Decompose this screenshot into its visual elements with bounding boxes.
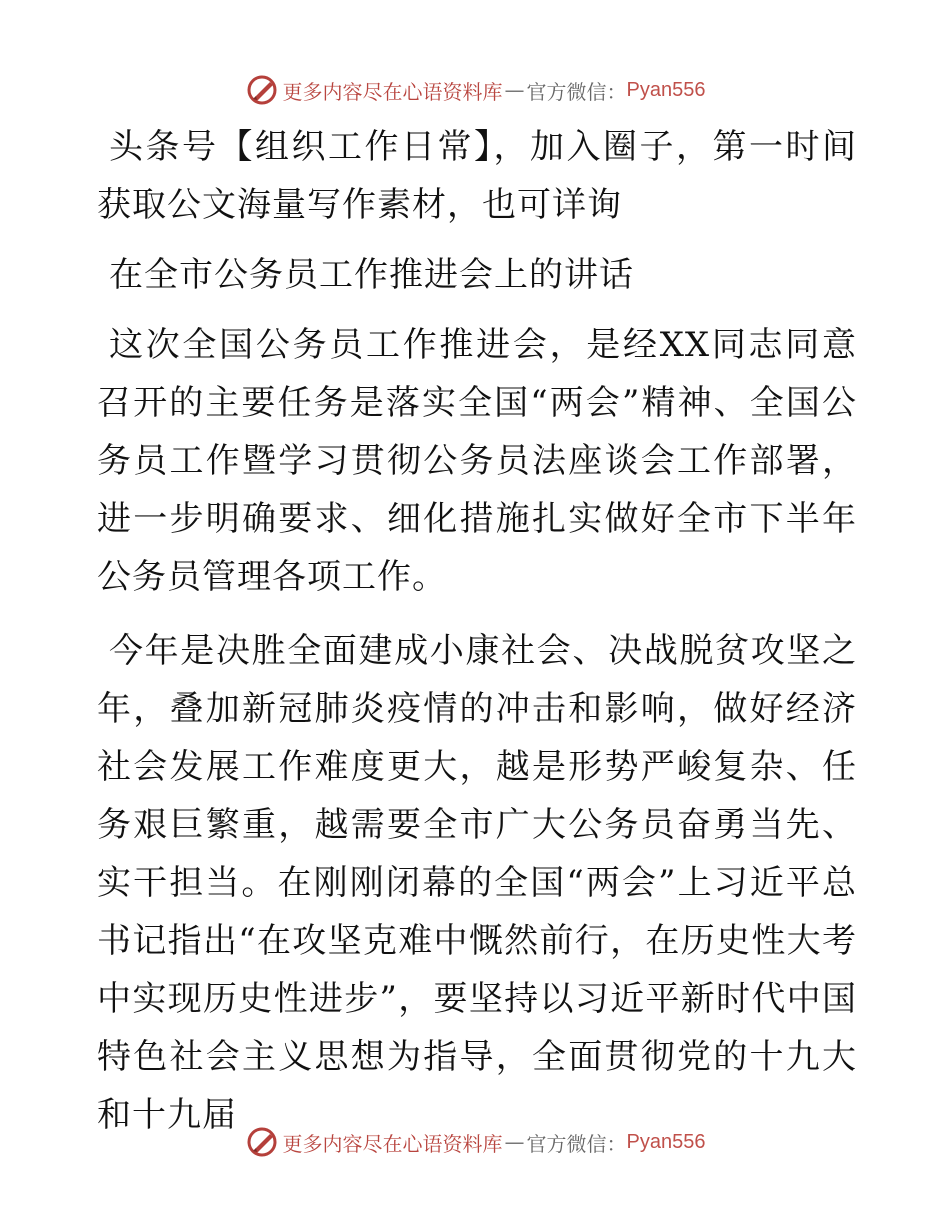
body-paragraph-1: 这次全国公务员工作推进会，是经XX同志同意召开的主要任务是落实全国“两会”精神、全国公务员工作暨学习贯彻公务员法座谈会工作部署，进一步明确要求、细化措施扎实做好全市下半年公务员管理各项工作。 — [97, 325, 857, 597]
watermark-brand-text: 更多内容尽在心语资料库 — [282, 1131, 503, 1156]
document-body — [97, 118, 857, 1144]
body-paragraph-2: 今年是决胜全面建成小康社会、决战脱贫攻坚之年，叠加新冠肺炎疫情的冲击和影响，做好经济社会发展工作难度更大，越是形势严峻复杂、任务艰巨繁重，越需要全市广大公务员奋勇当先、实干担当。在刚刚闭幕的全国“两会”上习近平总书记指出“在攻坚克难中慨然前行，在历史性大考中实现历史性进步”，要坚持以习近平新时代中国特色社会主义思想为指导，全面贯彻党的十九大和十九届 — [97, 631, 857, 1135]
watermark-brand-text: 更多内容尽在心语资料库 — [282, 79, 503, 104]
watermark-footer — [0, 1122, 950, 1162]
watermark-wechat-id: Pyan556 — [626, 78, 706, 101]
watermark-dash: — — [504, 78, 525, 102]
watermark-wechat-id: Pyan556 — [626, 1130, 706, 1153]
pen-logo-icon — [245, 1125, 279, 1159]
document-title: 在全市公务员工作推进会上的讲话 — [109, 255, 634, 295]
watermark-official-label: 官方微信： — [526, 1131, 627, 1156]
watermark-official-label: 官方微信： — [526, 79, 627, 104]
watermark-dash: — — [504, 1130, 525, 1154]
watermark-header — [0, 70, 950, 110]
pen-logo-icon — [245, 73, 279, 107]
promo-line: 头条号【组织工作日常】，加入圈子，第一时间获取公文海量写作素材，也可详询 — [97, 127, 857, 225]
